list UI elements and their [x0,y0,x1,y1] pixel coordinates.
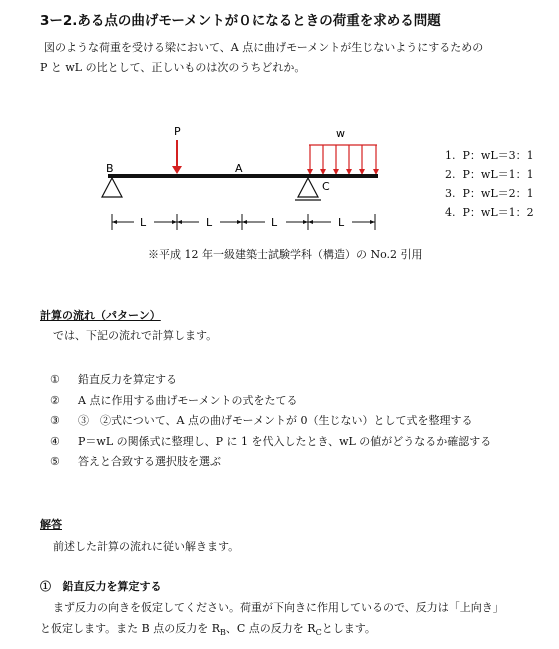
answer-subheading: ① 鉛直反力を算定する [40,580,162,593]
page-title: 3ー2.ある点の曲げモーメントが０になるときの荷重を求める問題 [40,13,441,29]
choice-1[interactable]: 1. P：wL＝3：1 [445,149,534,162]
distributed-load-arrows [309,145,377,172]
flow-steps [50,370,491,473]
beam-diagram [90,118,390,238]
span-label-4: L [338,216,345,229]
flow-step: ④ P＝wL の関係式に整理し、P に 1 を代入したとき、wL の値がどうなるか確認する [50,434,492,448]
span-label-3: L [271,216,278,229]
choice-4[interactable]: 4. P：wL＝1：2 [445,206,534,219]
choice-2[interactable]: 2. P：wL＝1：1 [445,168,534,181]
answer-body-line-1: まず反力の向きを仮定してください。荷重が下向きに作用しているので、反力は「上向き」 [53,601,504,614]
flow-heading: 計算の流れ（パターン） [40,309,161,322]
load-p-label: P [174,125,181,138]
span-label-1: L [140,216,147,229]
question-line-2: P と wL の比として、正しいものは次のうちどれか。 [40,61,306,74]
point-c-label: C [322,180,330,193]
span-label-2: L [206,216,213,229]
load-p-arrowhead [172,166,182,174]
answer-choices [445,146,534,222]
point-a-label: A [235,162,243,175]
point-b-label: B [106,162,114,175]
answer-heading: 解答 [40,518,62,531]
dimension-arrowheads [112,220,375,224]
choice-3[interactable]: 3. P：wL＝2：1 [445,187,534,200]
question-line-1: 図のような荷重を受ける梁において、A 点に曲げモーメントが生じないようにするための [44,41,484,54]
answer-intro: 前述した計算の流れに従い解きます。 [53,540,240,553]
flow-step: ⑤ 答えと合致する選択肢を選ぶ [50,455,221,468]
support-c [298,178,318,197]
flow-step: ③ ③ ②式について、A 点の曲げモーメントが 0（生じない）として式を整理する [50,414,473,427]
answer-body-line-2: と仮定します。また B 点の反力を $R_B$、C 点の反力を $R_C$とします。 [40,622,376,638]
flow-step: ① 鉛直反力を算定する [50,373,177,386]
load-w-label: w [336,127,345,140]
support-b [102,178,122,197]
flow-step: ② A 点に作用する曲げモーメントの式をたてる [50,393,298,407]
citation: ※平成 12 年一級建築士試験学科（構造）の No.2 引用 [148,248,423,261]
flow-intro: では、下記の流れで計算します。 [53,329,218,342]
